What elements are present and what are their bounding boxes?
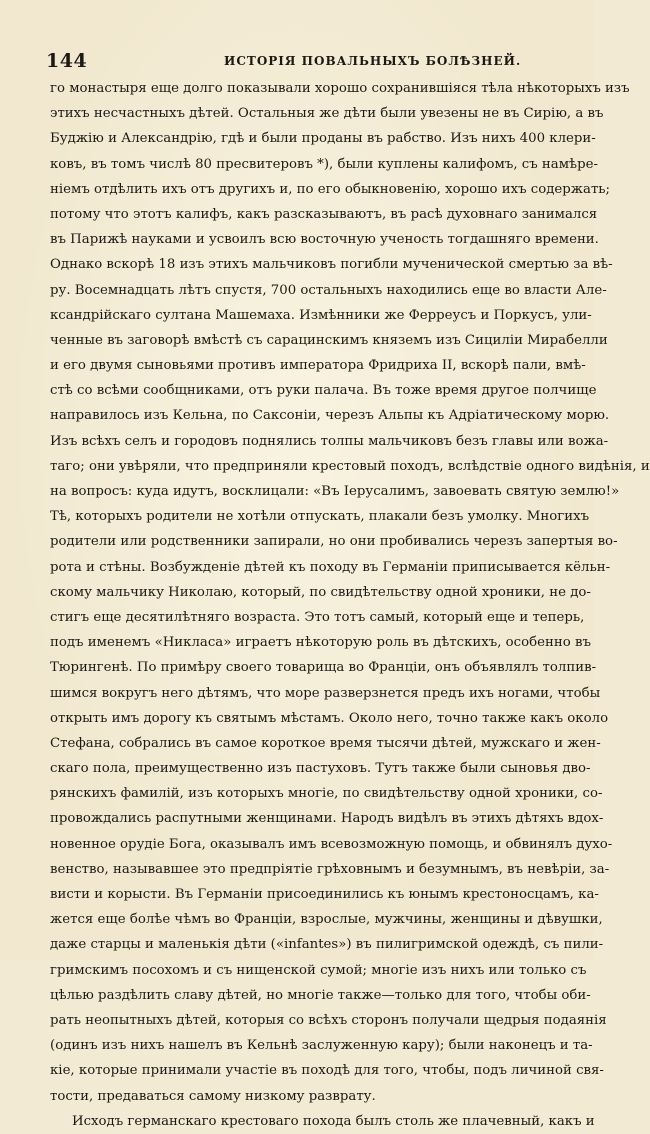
- text-line: рянскихъ фамилій, изъ которыхъ многіе, по свидѣтельству одной хроники, со-: [50, 786, 603, 802]
- text-line: Изъ всѣхъ селъ и городовъ поднялись толпы мальчиковъ безъ главы или вожа-: [50, 433, 609, 449]
- text-line: провождались распутными женщинами. Народъ видѣлъ въ этихъ дѣтяхъ вдох-: [50, 811, 604, 827]
- text-line: рота и стѣны. Возбужденіе дѣтей къ походу въ Германіи приписывается кёльн-: [50, 559, 611, 575]
- text-line: кіе, которые принимали участіе въ походѣ для того, чтобы, подъ личиной свя-: [50, 1063, 604, 1079]
- text-line: скому мальчику Николаю, который, по свидѣтельству одной хроники, не до-: [50, 584, 591, 600]
- text-line: потому что этотъ калифъ, какъ разсказываютъ, въ расѣ духовнаго занимался: [50, 206, 598, 222]
- text-line: въ Парижѣ науками и усвоилъ всю восточную ученость тогдашняго времени.: [50, 232, 599, 248]
- text-line: (одинъ изъ нихъ нашелъ въ Кельнѣ заслуженную кару); были наконецъ и та-: [50, 1038, 593, 1054]
- text-line: скаго пола, преимущественно изъ пастуховъ. Тутъ также были сыновья дво-: [50, 761, 591, 777]
- text-line: даже старцы и маленькія дѣти («infantes») въ пилигримской одеждѣ, съ пили-: [50, 937, 604, 953]
- text-line: Буджію и Александрію, гдѣ и были проданы въ рабство. Изъ нихъ 400 клери-: [50, 131, 596, 147]
- text-line: го монастыря еще долго показывали хорошо сохранившіяся тѣла нѣкоторыхъ изъ: [50, 81, 630, 96]
- text-line: родители или родственники запирали, но они пробивались черезъ запертыя во-: [50, 534, 618, 550]
- text-line: открыть имъ дорогу къ святымъ мѣстамъ. Около него, точно также какъ около: [50, 710, 609, 726]
- text-line: ру. Восемнадцать лѣтъ спустя, 700 остальныхъ находились еще во власти Але-: [50, 282, 607, 298]
- text-line: новенное орудіе Бога, оказывалъ имъ всевозможную помощь, и обвинялъ духо-: [50, 836, 613, 852]
- text-line: ченные въ заговорѣ вмѣстѣ съ сарацинскимъ княземъ изъ Сициліи Мирабелли: [50, 332, 608, 348]
- text-line: цѣлью раздѣлить славу дѣтей, но многіе также—только для того, чтобы оби-: [50, 987, 591, 1003]
- text-line: подъ именемъ «Никласа» играетъ нѣкоторую роль въ дѣтскихъ, особенно въ: [50, 635, 591, 651]
- text-line: венство, называвшее это предпріятіе грѣховнымъ и безумнымъ, въ невѣріи, за-: [50, 861, 610, 877]
- text-line: гримскимъ посохомъ и съ нищенской сумой; многіе изъ нихъ или только съ: [50, 962, 587, 978]
- text-line: шимся вокругъ него дѣтямъ, что море разверзнется предъ ихъ ногами, чтобы: [50, 685, 601, 701]
- text-line: висти и корысти. Въ Германіи присоединились къ юнымъ крестоносцамъ, ка-: [50, 887, 599, 902]
- text-line: стигъ еще десятилѣтняго возраста. Это тотъ самый, который еще и теперь,: [50, 609, 585, 625]
- body-text: [50, 76, 650, 1134]
- running-title: ИСТОРІЯ ПОВАЛЬНЫХЪ БОЛѢЗНЕЙ.: [224, 54, 522, 68]
- text-line: ніемъ отдѣлить ихъ отъ другихъ и, по его обыкновенію, хорошо ихъ содержать;: [50, 181, 611, 197]
- text-line: тости, предаваться самому низкому разврату.: [50, 1088, 376, 1104]
- text-line: на вопросъ: куда идутъ, восклицали: «Въ Іерусалимъ, завоевать святую землю!»: [50, 484, 620, 499]
- text-line: Тюрингенѣ. По примѣру своего товарища во Франціи, онъ объявлялъ толпив-: [50, 660, 597, 676]
- text-line: рать неопытныхъ дѣтей, которыя со всѣхъ сторонъ получали щедрыя подаянія: [50, 1012, 607, 1028]
- text-line: Однако вскорѣ 18 изъ этихъ мальчиковъ погибли мученической смертью за вѣ-: [50, 257, 613, 273]
- text-line: Тѣ, которыхъ родители не хотѣли отпускать, плакали безъ умолку. Многихъ: [50, 509, 590, 525]
- text-line: Стефана, собрались въ самое короткое время тысячи дѣтей, мужскаго и жен-: [50, 735, 601, 751]
- text-line: Исходъ германскаго крестоваго похода былъ столь же плачевный, какъ и: [72, 1113, 595, 1129]
- page-header: [46, 50, 556, 72]
- text-line: стѣ со всѣми сообщниками, отъ руки палача. Въ тоже время другое полчище: [50, 383, 597, 399]
- text-line: жется еще болѣе чѣмъ во Франціи, взрослые, мужчины, женщины и дѣвушки,: [50, 912, 603, 928]
- text-line: и его двумя сыновьями противъ императора Фридриха II, вскорѣ пали, вмѣ-: [50, 358, 586, 374]
- text-line: этихъ несчастныхъ дѣтей. Остальныя же дѣти были увезены не въ Сирію, а въ: [50, 106, 604, 122]
- text-line: ковъ, въ томъ числѣ 80 пресвитеровъ *), были куплены калифомъ, съ намѣре-: [50, 156, 598, 172]
- text-line: направилось изъ Кельна, по Саксоніи, черезъ Альпы къ Адріатическому морю.: [50, 408, 610, 424]
- text-line: ксандрійскаго султана Машемаха. Измѣнники же Ферреусъ и Поркусъ, ули-: [50, 307, 592, 323]
- page-number: 144: [46, 50, 88, 72]
- text-line: таго; они увѣряли, что предприняли крестовый походъ, вслѣдствіе одного видѣнія, и: [50, 458, 650, 474]
